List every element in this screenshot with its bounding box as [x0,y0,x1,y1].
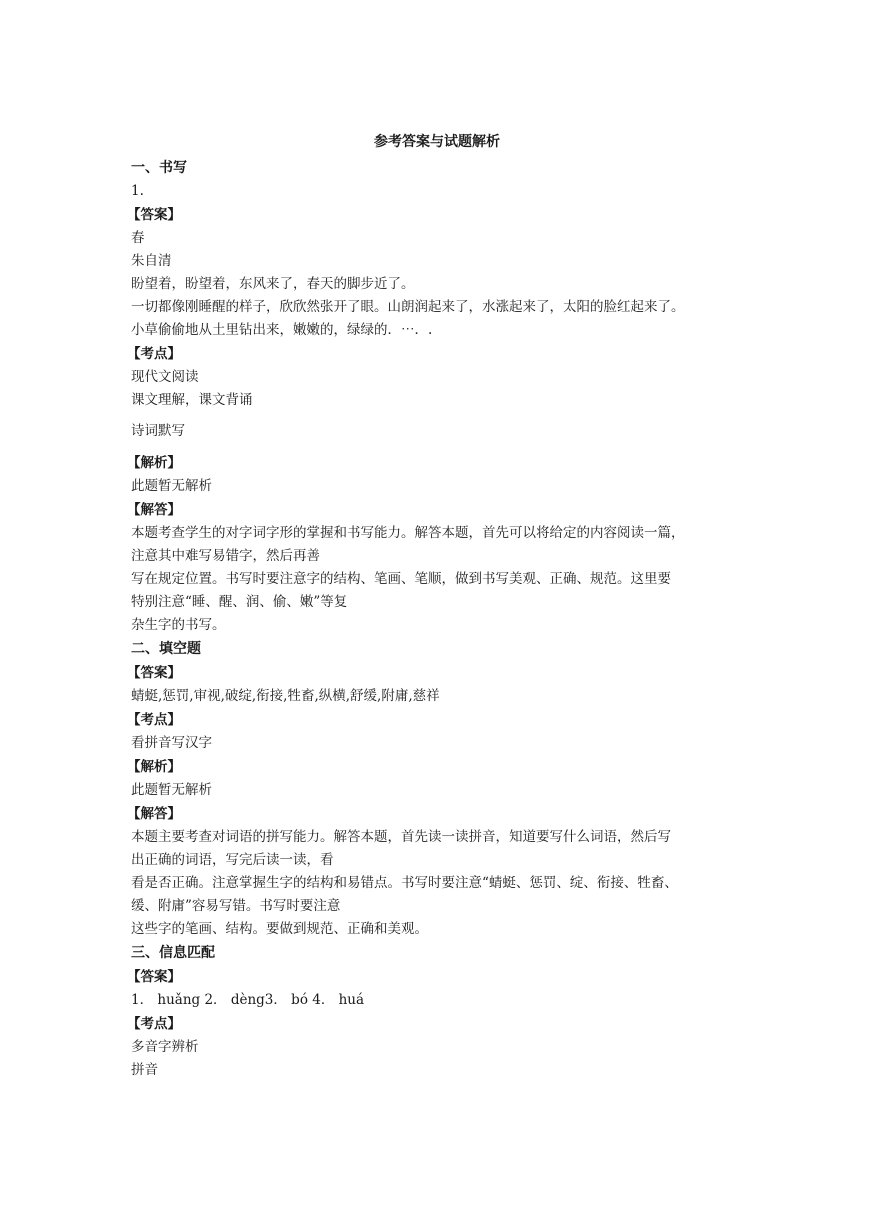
answer-line: 小草偷偷地从土里钻出来，嫩嫩的，绿绿的．⋯．. [131,322,433,338]
jieda-label: 【解答】 [127,806,181,822]
jieda-line: 本题主要考查对词语的拼写能力。解答本题，首先读一读拼音，知道要写什么词语，然后写 [131,829,671,845]
answer-line: 盼望着，盼望着，东风来了，春天的脚步近了。 [131,276,415,292]
jieda-line: 本题考查学生的对字词字形的掌握和书写能力。解答本题，首先可以将给定的内容阅读一篇， [131,525,685,541]
jieda-line: 写在规定位置。书写时要注意字的结构、笔画、笔顺，做到书写美观、正确、规范。这里要 [131,571,671,587]
jiexi-label: 【解析】 [127,455,181,471]
jieda-line: 缓、附庸”容易写错。书写时要注意 [131,898,341,914]
answer-label: 【答案】 [127,665,181,681]
jieda-line: 特别注意“睡、醒、润、偷、嫩”等复 [131,594,348,610]
kaodian-label: 【考点】 [127,346,181,362]
kaodian-line: 诗词默写 [131,423,185,439]
section-heading: 一、书写 [131,160,187,176]
kaodian-line: 多音字辨析 [131,1039,199,1055]
jieda-line: 注意其中难写易错字，然后再善 [131,548,320,564]
jieda-line: 出正确的词语，写完后读一读，看 [131,852,334,868]
answer-text: 1． huǎng 2． dèng3． bó 4． huá [131,992,365,1008]
section-heading: 三、信息匹配 [131,945,215,961]
kaodian-line: 拼音 [131,1062,158,1078]
jiexi-label: 【解析】 [127,759,181,775]
kaodian-text: 看拼音写汉字 [131,735,212,751]
spacer [131,412,743,420]
kaodian-line: 现代文阅读 [131,369,199,385]
jieda-line: 这些字的笔画、结构。要做到规范、正确和美观。 [131,921,428,937]
section-info-match [127,941,743,1082]
answer-label: 【答案】 [127,969,181,985]
document-title: 参考答案与试题解析 [374,134,500,150]
section-writing [127,156,743,637]
jiexi-text: 此题暂无解析 [131,782,212,798]
jieda-label: 【解答】 [127,502,181,518]
kaodian-label: 【考点】 [127,712,181,728]
answer-document [127,128,743,1082]
question-number: 1. [131,183,144,199]
section-fill-blank [127,637,743,941]
jieda-line: 杂生字的书写。 [131,617,226,633]
spacer [131,443,743,451]
jiexi-text: 此题暂无解析 [131,478,212,494]
answer-line: 春 [131,230,145,246]
kaodian-line: 课文理解，课文背诵 [131,392,253,408]
answer-line: 朱自清 [131,253,172,269]
answer-text: 蜻蜓,惩罚,审视,破绽,衔接,牲畜,纵横,舒缓,附庸,慈祥 [131,688,440,704]
answer-line: 一切都像刚睡醒的样子，欣欣然张开了眼。山朗润起来了，水涨起来了，太阳的脸红起来了。 [131,299,685,315]
kaodian-label: 【考点】 [127,1016,181,1032]
jieda-line: 看是否正确。注意掌握生字的结构和易错点。书写时要注意“蜻蜓、惩罚、绽、衔接、牲畜、 [131,875,678,891]
section-heading: 二、填空题 [131,641,201,657]
answer-label: 【答案】 [127,207,181,223]
